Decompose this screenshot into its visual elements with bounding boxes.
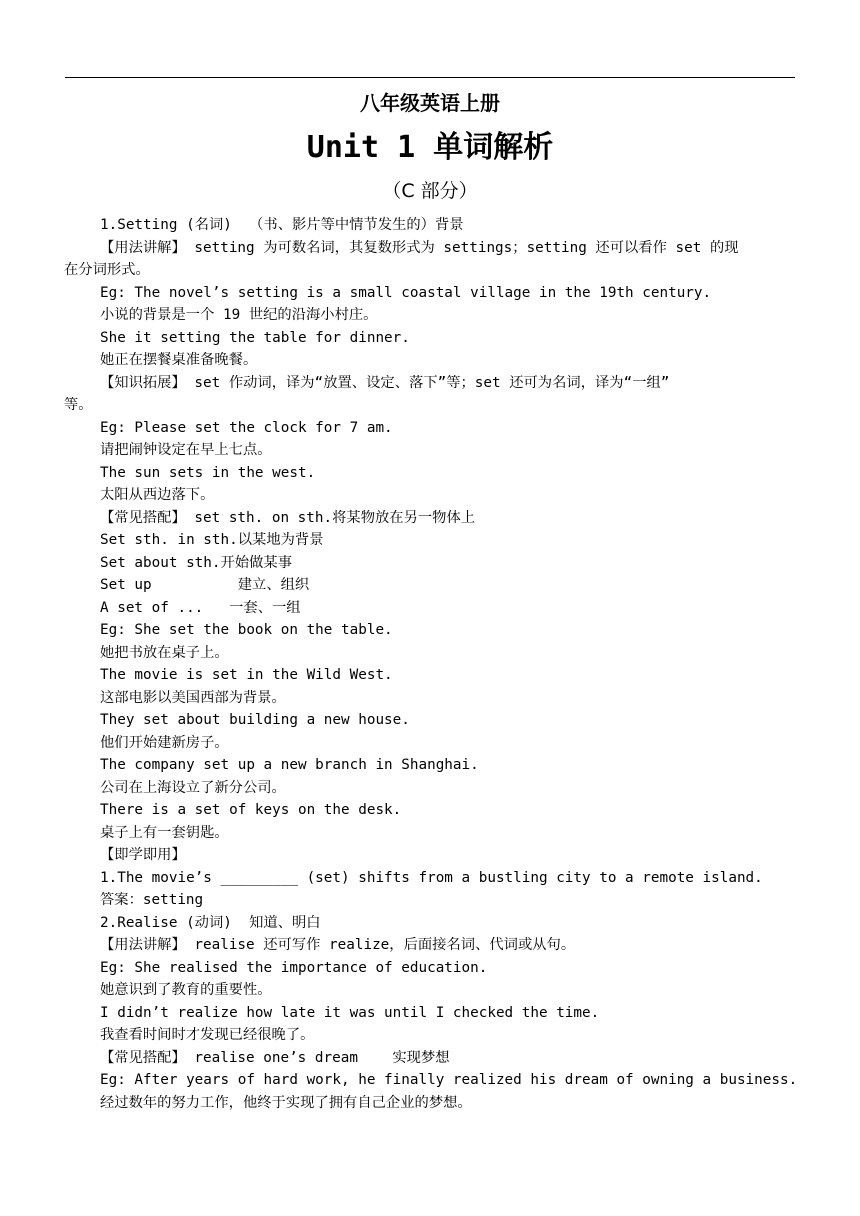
text-line: 【知识拓展】 set 作动词，译为“放置、设定、落下”等；set 还可为名词，译为“一组” — [100, 374, 670, 391]
document-subject: 八年级英语上册 — [360, 91, 500, 115]
text-line: Eg: The novel’s setting is a small coastal village in the 19th century. — [100, 284, 712, 301]
text-line: I didn’t realize how late it was until I checked the time. — [100, 1004, 600, 1021]
header-rule — [65, 77, 795, 78]
text-line: 【常见搭配】 realise one’s dream 实现梦想 — [100, 1049, 450, 1066]
text-line: There is a set of keys on the desk. — [100, 802, 402, 818]
text-line: Eg: She set the book on the table. — [100, 622, 393, 638]
text-line: 1.The movie’s _________ (set) shifts from a bustling city to a remote island. — [100, 869, 763, 886]
text-line: The company set up a new branch in Shanghai. — [100, 757, 479, 773]
text-line: 她正在摆餐桌准备晚餐。 — [100, 352, 258, 368]
text-line: Set about sth.开始做某事 — [100, 554, 292, 571]
text-line: 太阳从西边落下。 — [100, 487, 215, 503]
text-line: The movie is set in the Wild West. — [100, 667, 393, 683]
text-line: 他们开始建新房子。 — [100, 734, 229, 751]
document-title: Unit 1 单词解析 — [306, 130, 554, 165]
text-line: 等。 — [64, 397, 93, 413]
text-line: 1.Setting (名词) （书、影片等中情节发生的）背景 — [100, 217, 464, 233]
text-line: 【常见搭配】 set sth. on sth.将某物放在另一物体上 — [100, 509, 476, 526]
text-line: Eg: Please set the clock for 7 am. — [100, 419, 393, 436]
text-line: 经过数年的努力工作，他终于实现了拥有自己企业的梦想。 — [100, 1094, 472, 1111]
text-line: 公司在上海设立了新分公司。 — [100, 779, 286, 796]
text-line: 在分词形式。 — [64, 262, 150, 278]
document-part-label: （C 部分） — [382, 180, 478, 202]
text-line: Eg: She realised the importance of education. — [100, 959, 488, 976]
text-line: She it setting the table for dinner. — [100, 329, 410, 346]
text-line: 请把闹钟设定在早上七点。 — [100, 442, 272, 458]
text-line: 我查看时间时才发现已经很晚了。 — [100, 1027, 315, 1043]
text-line: 2.Realise (动词) 知道、明白 — [100, 914, 321, 931]
text-line: 她把书放在桌子上。 — [100, 644, 229, 661]
text-line: 答案：setting — [100, 892, 204, 908]
text-line: 这部电影以美国西部为背景。 — [100, 689, 286, 706]
text-line: 小说的背景是一个 19 世纪的沿海小村庄。 — [100, 307, 378, 323]
text-line: Set up 建立、组织 — [100, 577, 310, 593]
text-line: 【用法讲解】 realise 还可写作 realize，后面接名词、代词或从句。 — [100, 937, 576, 953]
text-line: Eg: After years of hard work, he finally realized his dream of owning a business. — [100, 1072, 798, 1088]
text-line: 【用法讲解】 setting 为可数名词，其复数形式为 settings；setting 还可以看作 set 的现 — [100, 239, 739, 256]
text-line: 桌子上有一套钥匙。 — [100, 824, 229, 841]
text-line: A set of ... 一套、一组 — [100, 599, 301, 616]
text-line: They set about building a new house. — [100, 712, 410, 728]
text-line: 她意识到了教育的重要性。 — [100, 982, 272, 998]
document-body — [64, 214, 796, 1114]
text-line: The sun sets in the west. — [100, 464, 316, 481]
text-line: 【即学即用】 — [100, 847, 186, 863]
text-line: Set sth. in sth.以某地为背景 — [100, 532, 324, 548]
